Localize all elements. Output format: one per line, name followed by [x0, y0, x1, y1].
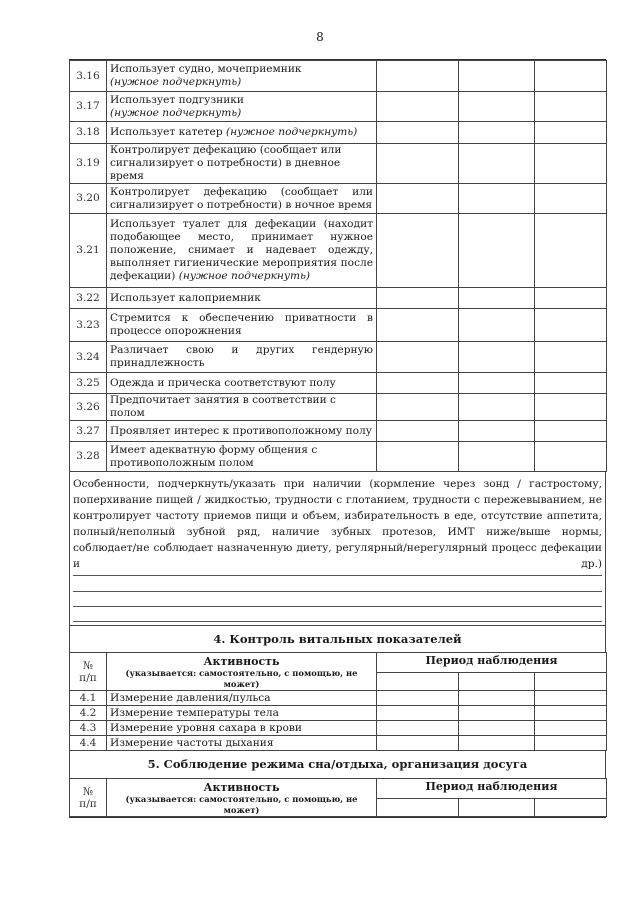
row-activity: Различает свою и других гендерную принадлежность	[107, 342, 377, 373]
period-cell[interactable]	[459, 721, 535, 736]
row-number: 3.27	[70, 421, 107, 442]
period-cell[interactable]	[377, 122, 459, 144]
period-cell[interactable]	[377, 61, 459, 92]
row-activity: Проявляет интерес к противоположному полу	[107, 421, 377, 442]
period-cell[interactable]	[459, 214, 535, 288]
period-cell[interactable]	[459, 798, 535, 816]
period-cell[interactable]	[535, 214, 607, 288]
period-cell[interactable]	[535, 342, 607, 373]
table-row	[70, 288, 607, 309]
period-cell[interactable]	[535, 184, 607, 214]
row-number: 4.3	[70, 721, 107, 736]
table-row	[70, 394, 607, 421]
row-number: 3.25	[70, 373, 107, 394]
period-cell[interactable]	[535, 122, 607, 144]
activity-column-header: Активность (указывается: самостоятельно, с помощью, не может)	[107, 653, 377, 691]
notes-block[interactable]	[69, 472, 606, 625]
row-activity: Одежда и прическа соответствуют полу	[107, 373, 377, 394]
row-activity: Использует туалет для дефекации (находит подобающее место, принимает нужное положение, снимает и надевает одежду, выполняет гигиенические мероприятия после дефекации) (нужное подчеркнуть)	[107, 214, 377, 288]
table-row	[70, 691, 607, 706]
period-cell[interactable]	[377, 214, 459, 288]
period-cell[interactable]	[459, 122, 535, 144]
row-activity: Измерение уровня сахара в крови	[107, 721, 377, 736]
page-number: 8	[316, 30, 324, 44]
period-cell[interactable]	[459, 373, 535, 394]
period-cell[interactable]	[535, 309, 607, 342]
table-row	[70, 184, 607, 214]
row-activity: Имеет адекватную форму общения с противоположным полом	[107, 442, 377, 472]
row-number: 3.28	[70, 442, 107, 472]
period-cell[interactable]	[535, 288, 607, 309]
period-cell[interactable]	[377, 706, 459, 721]
section3-table	[69, 60, 607, 472]
period-cell[interactable]	[459, 672, 535, 690]
period-cell[interactable]	[377, 92, 459, 122]
row-activity: Контролирует дефекацию (сообщает или сигнализирует о потребности) в дневное время	[107, 144, 377, 184]
period-cell[interactable]	[459, 288, 535, 309]
period-cell[interactable]	[535, 721, 607, 736]
fill-line[interactable]	[73, 621, 602, 622]
period-cell[interactable]	[459, 736, 535, 751]
period-cell[interactable]	[535, 442, 607, 472]
notes-text: Особенности, подчеркнуть/указать при наличии (кормление через зонд / гастростому, поперхивание пищей / жидкостью, трудности с глотанием, трудности с пережевыванием, не контролирует частоту приемов пищи и объем, избирательность в еде, отсутствие аппетита, полный/неполный зубной ряд, наличие зубных протезов, ИМТ ниже/выше нормы, соблюдает/не соблюдает назначенную диету, регулярный/нерегулярный процесс дефекации и др.)	[73, 478, 602, 570]
period-cell[interactable]	[377, 342, 459, 373]
period-cell[interactable]	[377, 672, 459, 690]
period-cell[interactable]	[535, 61, 607, 92]
table-row	[70, 721, 607, 736]
period-cell[interactable]	[459, 691, 535, 706]
section4-title: 4. Контроль витальных показателей	[69, 625, 606, 652]
period-cell[interactable]	[535, 672, 607, 690]
period-cell[interactable]	[377, 721, 459, 736]
number-column-header: № п/п	[70, 779, 107, 817]
section5-header-row	[70, 779, 607, 799]
row-activity: Использует подгузники (нужное подчеркнуть)	[107, 92, 377, 122]
period-cell[interactable]	[535, 92, 607, 122]
table-row	[70, 342, 607, 373]
period-cell[interactable]	[459, 394, 535, 421]
row-number: 3.23	[70, 309, 107, 342]
period-cell[interactable]	[377, 144, 459, 184]
section4-header-row	[70, 653, 607, 673]
period-cell[interactable]	[535, 373, 607, 394]
assessment-form-sheet	[69, 59, 606, 818]
section4-table	[69, 652, 607, 751]
period-cell[interactable]	[459, 421, 535, 442]
period-cell[interactable]	[459, 342, 535, 373]
row-number: 3.24	[70, 342, 107, 373]
row-number: 3.26	[70, 394, 107, 421]
period-cell[interactable]	[535, 394, 607, 421]
period-cell[interactable]	[377, 736, 459, 751]
period-cell[interactable]	[377, 373, 459, 394]
period-cell[interactable]	[535, 421, 607, 442]
period-cell[interactable]	[459, 92, 535, 122]
row-number: 4.1	[70, 691, 107, 706]
period-column-header: Период наблюдения	[377, 779, 607, 799]
table-row	[70, 309, 607, 342]
fill-line[interactable]	[73, 575, 602, 576]
table-row	[70, 61, 607, 92]
row-activity: Измерение давления/пульса	[107, 691, 377, 706]
period-cell[interactable]	[459, 184, 535, 214]
period-cell[interactable]	[459, 442, 535, 472]
fill-line[interactable]	[73, 606, 602, 607]
fill-line[interactable]	[73, 591, 602, 592]
period-cell[interactable]	[377, 288, 459, 309]
row-number: 3.20	[70, 184, 107, 214]
row-activity: Стремится к обеспечению приватности в процессе опорожнения	[107, 309, 377, 342]
period-cell[interactable]	[459, 144, 535, 184]
row-number: 4.4	[70, 736, 107, 751]
table-row	[70, 706, 607, 721]
activity-column-header: Активность (указывается: самостоятельно, с помощью, не может)	[107, 779, 377, 817]
table-row	[70, 442, 607, 472]
row-number: 3.18	[70, 122, 107, 144]
period-cell[interactable]	[535, 691, 607, 706]
row-number: 3.21	[70, 214, 107, 288]
period-cell[interactable]	[535, 798, 607, 816]
period-cell[interactable]	[459, 309, 535, 342]
table-row	[70, 421, 607, 442]
row-activity: Измерение температуры тела	[107, 706, 377, 721]
period-cell[interactable]	[459, 706, 535, 721]
number-column-header: № п/п	[70, 653, 107, 691]
period-cell[interactable]	[377, 184, 459, 214]
period-cell[interactable]	[377, 309, 459, 342]
table-row	[70, 214, 607, 288]
table-row	[70, 144, 607, 184]
row-number: 3.19	[70, 144, 107, 184]
period-cell[interactable]	[459, 61, 535, 92]
section5-title: 5. Соблюдение режима сна/отдыха, организация досуга	[69, 751, 606, 778]
period-cell[interactable]	[377, 394, 459, 421]
period-cell[interactable]	[377, 798, 459, 816]
row-number: 4.2	[70, 706, 107, 721]
row-activity: Использует катетер (нужное подчеркнуть)	[107, 122, 377, 144]
section5-table	[69, 778, 607, 817]
row-activity: Использует судно, мочеприемник (нужное подчеркнуть)	[107, 61, 377, 92]
period-cell[interactable]	[377, 442, 459, 472]
period-cell[interactable]	[535, 706, 607, 721]
period-cell[interactable]	[377, 691, 459, 706]
table-row	[70, 373, 607, 394]
row-activity: Предпочитает занятия в соответствии с полом	[107, 394, 377, 421]
table-row	[70, 122, 607, 144]
period-cell[interactable]	[377, 421, 459, 442]
period-cell[interactable]	[535, 144, 607, 184]
row-activity: Измерение частоты дыхания	[107, 736, 377, 751]
row-activity: Контролирует дефекацию (сообщает или сигнализирует о потребности) в ночное время	[107, 184, 377, 214]
table-row	[70, 92, 607, 122]
row-number: 3.17	[70, 92, 107, 122]
row-number: 3.16	[70, 61, 107, 92]
table-row	[70, 736, 607, 751]
row-activity: Использует калоприемник	[107, 288, 377, 309]
period-column-header: Период наблюдения	[377, 653, 607, 673]
row-number: 3.22	[70, 288, 107, 309]
period-cell[interactable]	[535, 736, 607, 751]
